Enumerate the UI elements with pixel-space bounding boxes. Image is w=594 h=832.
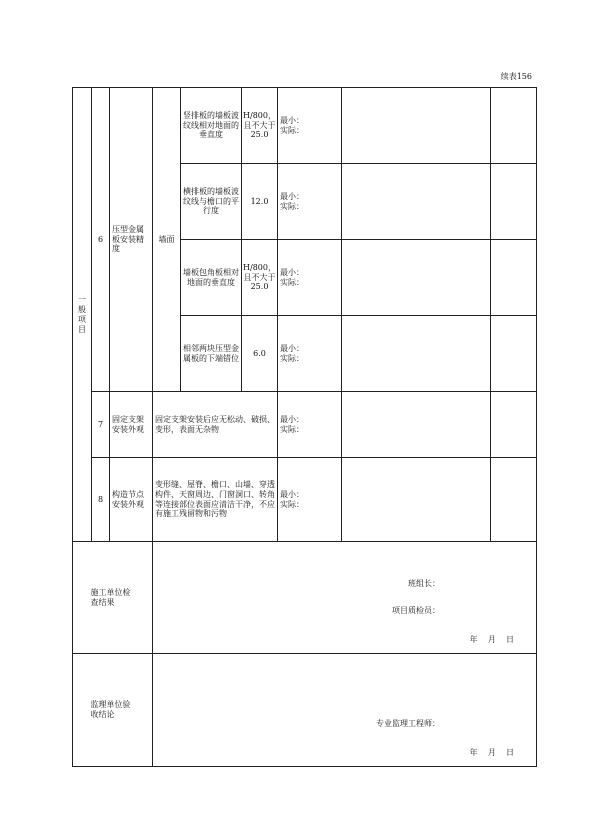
engineer-label: 专业监理工程师：	[376, 719, 440, 728]
result-cell	[342, 392, 491, 458]
measure-min-label: 最小：	[280, 489, 304, 499]
measure-cell	[278, 164, 342, 240]
measure-cell	[278, 240, 342, 316]
supervision-label: 监理单位验收结论	[90, 700, 131, 719]
tolerance-value: H/800，且不大于25.0	[242, 240, 278, 316]
check-item: 相邻两块压型金属板的下端错位	[181, 316, 242, 392]
measure-min-label: 最小：	[280, 414, 304, 424]
item-requirement: 固定支架安装后应无松动、破损、变形，表面无杂物	[153, 392, 278, 458]
team-leader-label: 班组长：	[408, 579, 440, 588]
result-cell	[491, 240, 537, 316]
construction-date: 年 月 日	[469, 635, 514, 644]
measure-actual-label: 实际：	[280, 499, 304, 509]
result-cell	[342, 316, 491, 392]
measure-cell	[278, 392, 342, 458]
item-number: 6	[92, 88, 110, 392]
result-cell	[491, 88, 537, 164]
measure-min-label: 最小：	[280, 267, 304, 277]
continuation-label: 续表156	[500, 72, 532, 81]
measure-cell	[278, 88, 342, 164]
inspection-table	[72, 87, 537, 767]
measure-min-label: 最小：	[280, 343, 304, 353]
tolerance-value: H/800，且不大于25.0	[242, 88, 278, 164]
measure-actual-label: 实际：	[280, 353, 304, 363]
supervision-sign-area	[153, 654, 537, 767]
item-name: 固定支架安装外观	[110, 392, 153, 458]
item-number: 8	[92, 458, 110, 542]
result-cell	[491, 458, 537, 542]
item-number: 7	[92, 392, 110, 458]
tolerance-value: 6.0	[242, 316, 278, 392]
result-cell	[342, 88, 491, 164]
item-requirement: 变形缝、屋脊、檐口、山墙、穿透构件、天窗周边、门窗洞口、转角等连接部位表面应清洁干净，不应有施工残留物和污物	[153, 458, 278, 542]
item-name: 压型金属板安装精度	[110, 88, 153, 392]
result-cell	[342, 240, 491, 316]
category-char: 项	[78, 314, 86, 324]
measure-min-label: 最小：	[280, 115, 304, 125]
quality-inspector-label: 项目质检员：	[392, 606, 440, 615]
supervision-date: 年 月 日	[469, 748, 514, 757]
measure-actual-label: 实际：	[280, 125, 304, 135]
tolerance-value: 12.0	[242, 164, 278, 240]
result-cell	[342, 164, 491, 240]
construction-label: 施工单位检查结果	[90, 587, 131, 607]
category-cell	[73, 88, 92, 542]
construction-label-cell	[73, 542, 153, 654]
measure-min-label: 最小：	[280, 191, 304, 201]
measure-cell	[278, 458, 342, 542]
result-cell	[342, 458, 491, 542]
category-char: 目	[78, 324, 86, 334]
check-item: 横排板的墙板波纹线与檐口的平行度	[181, 164, 242, 240]
measure-cell	[278, 316, 342, 392]
check-item: 墙板包角板相对地面的垂直度	[181, 240, 242, 316]
measure-actual-label: 实际：	[280, 424, 304, 434]
result-cell	[491, 164, 537, 240]
result-cell	[491, 316, 537, 392]
measure-actual-label: 实际：	[280, 201, 304, 211]
construction-sign-area	[153, 542, 537, 654]
supervision-label-cell	[73, 654, 153, 767]
item-name: 构造节点安装外观	[110, 458, 153, 542]
result-cell	[491, 392, 537, 458]
category-char: 般	[78, 304, 86, 314]
measure-actual-label: 实际：	[280, 277, 304, 287]
category-char: 一	[78, 294, 86, 304]
check-item: 竖排板的墙板波纹线相对地面的垂直度	[181, 88, 242, 164]
item-part: 墙面	[153, 88, 181, 392]
